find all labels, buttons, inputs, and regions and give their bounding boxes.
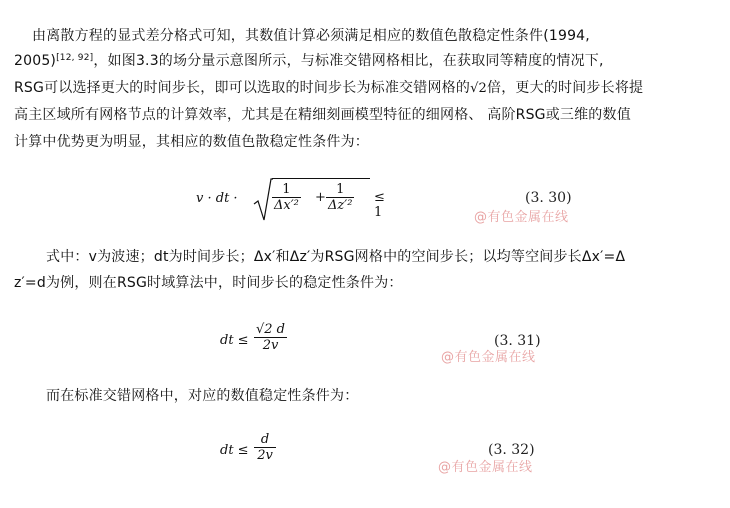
paragraph3-line1-text: 而在标准交错网格中，对应的数值稳定性条件为：: [46, 388, 359, 404]
eq2-frac: [254, 322, 287, 354]
equation-3-32: [220, 432, 320, 474]
equation-3-30: [196, 178, 396, 222]
paragraph1-line2: [14, 51, 604, 71]
eq1-frac1-den: Δx′²: [274, 198, 299, 213]
paragraph1-line3: [14, 78, 643, 99]
paragraph1-line4: [14, 105, 631, 125]
paragraph2-line2: [14, 273, 403, 293]
eq2-num: √2 d: [256, 322, 286, 337]
paragraph2-line2-text: z′=d为例，则在RSG时域算法中，时间步长的稳定性条件为：: [14, 275, 403, 291]
paragraph1-line1-text: 由离散方程的显式差分格式可知，其数值计算必须满足相应的数值色散稳定性条件(1994,: [32, 28, 590, 44]
sqrt-sign-icon: [253, 178, 273, 222]
paragraph3-line1: [46, 386, 358, 406]
paragraph1-line3-text-a: RSG可以选择更大的时间步长，即可以选取的时间步长为标准交错网格的: [14, 80, 471, 96]
eq3-frac: [254, 432, 276, 464]
eq1-frac2: [326, 182, 354, 214]
sqrt2-inline: √2: [470, 81, 488, 96]
eq1-frac1: [272, 182, 301, 214]
paragraph1-line5-text: 计算中优势更为明显，其相应的数值色散稳定性条件为：: [14, 134, 369, 150]
eq1-frac2-den: Δz′²: [328, 198, 353, 213]
paragraph1-line4-text: 高主区域所有网格节点的计算效率，尤其是在精细刻画模型特征的细网格、 高阶RSG或三维的数值: [14, 107, 631, 123]
eq1-frac2-num: 1: [326, 182, 354, 198]
eq2-lhs: dt ≤: [220, 333, 249, 348]
sqrt-overline: [272, 178, 370, 179]
paragraph1-line5: [14, 132, 369, 152]
eq1-plus: +: [315, 190, 326, 205]
equation-number-3-32: (3. 32): [488, 442, 535, 458]
eq2-den: 2v: [262, 338, 279, 353]
paragraph2-line1-text: 式中：v为波速；dt为时间步长；Δx′和Δz′为RSG网格中的空间步长；以均等空间步长Δx′=Δ: [46, 249, 626, 265]
watermark-3: @有色金属在线: [438, 460, 533, 475]
watermark-2: @有色金属在线: [441, 350, 536, 365]
paragraph1-line1: [32, 26, 590, 46]
eq1-frac1-num: 1: [272, 182, 301, 198]
paragraph1-line2-text: ，如图3.3的场分量示意图所示，与标准交错网格相比，在获取同等精度的情况下,: [93, 53, 604, 69]
equation-number-3-31: (3. 31): [494, 333, 541, 349]
citation-ref: [12, 92]: [56, 53, 94, 63]
year-ref-text: 2005): [14, 53, 57, 69]
eq1-lhs: v · dt ·: [196, 191, 238, 206]
eq3-lhs: dt ≤: [220, 443, 249, 458]
equation-3-31: [220, 322, 320, 364]
eq3-num: d: [254, 432, 276, 448]
eq1-rel: ≤ 1: [374, 190, 385, 220]
eq3-den: 2v: [257, 448, 273, 463]
equation-number-3-30: (3. 30): [525, 190, 572, 206]
paragraph1-line3-text-b: 倍，更大的时间步长将提: [487, 80, 644, 96]
paragraph2-line1: [46, 247, 625, 267]
watermark-1: @有色金属在线: [474, 210, 569, 225]
